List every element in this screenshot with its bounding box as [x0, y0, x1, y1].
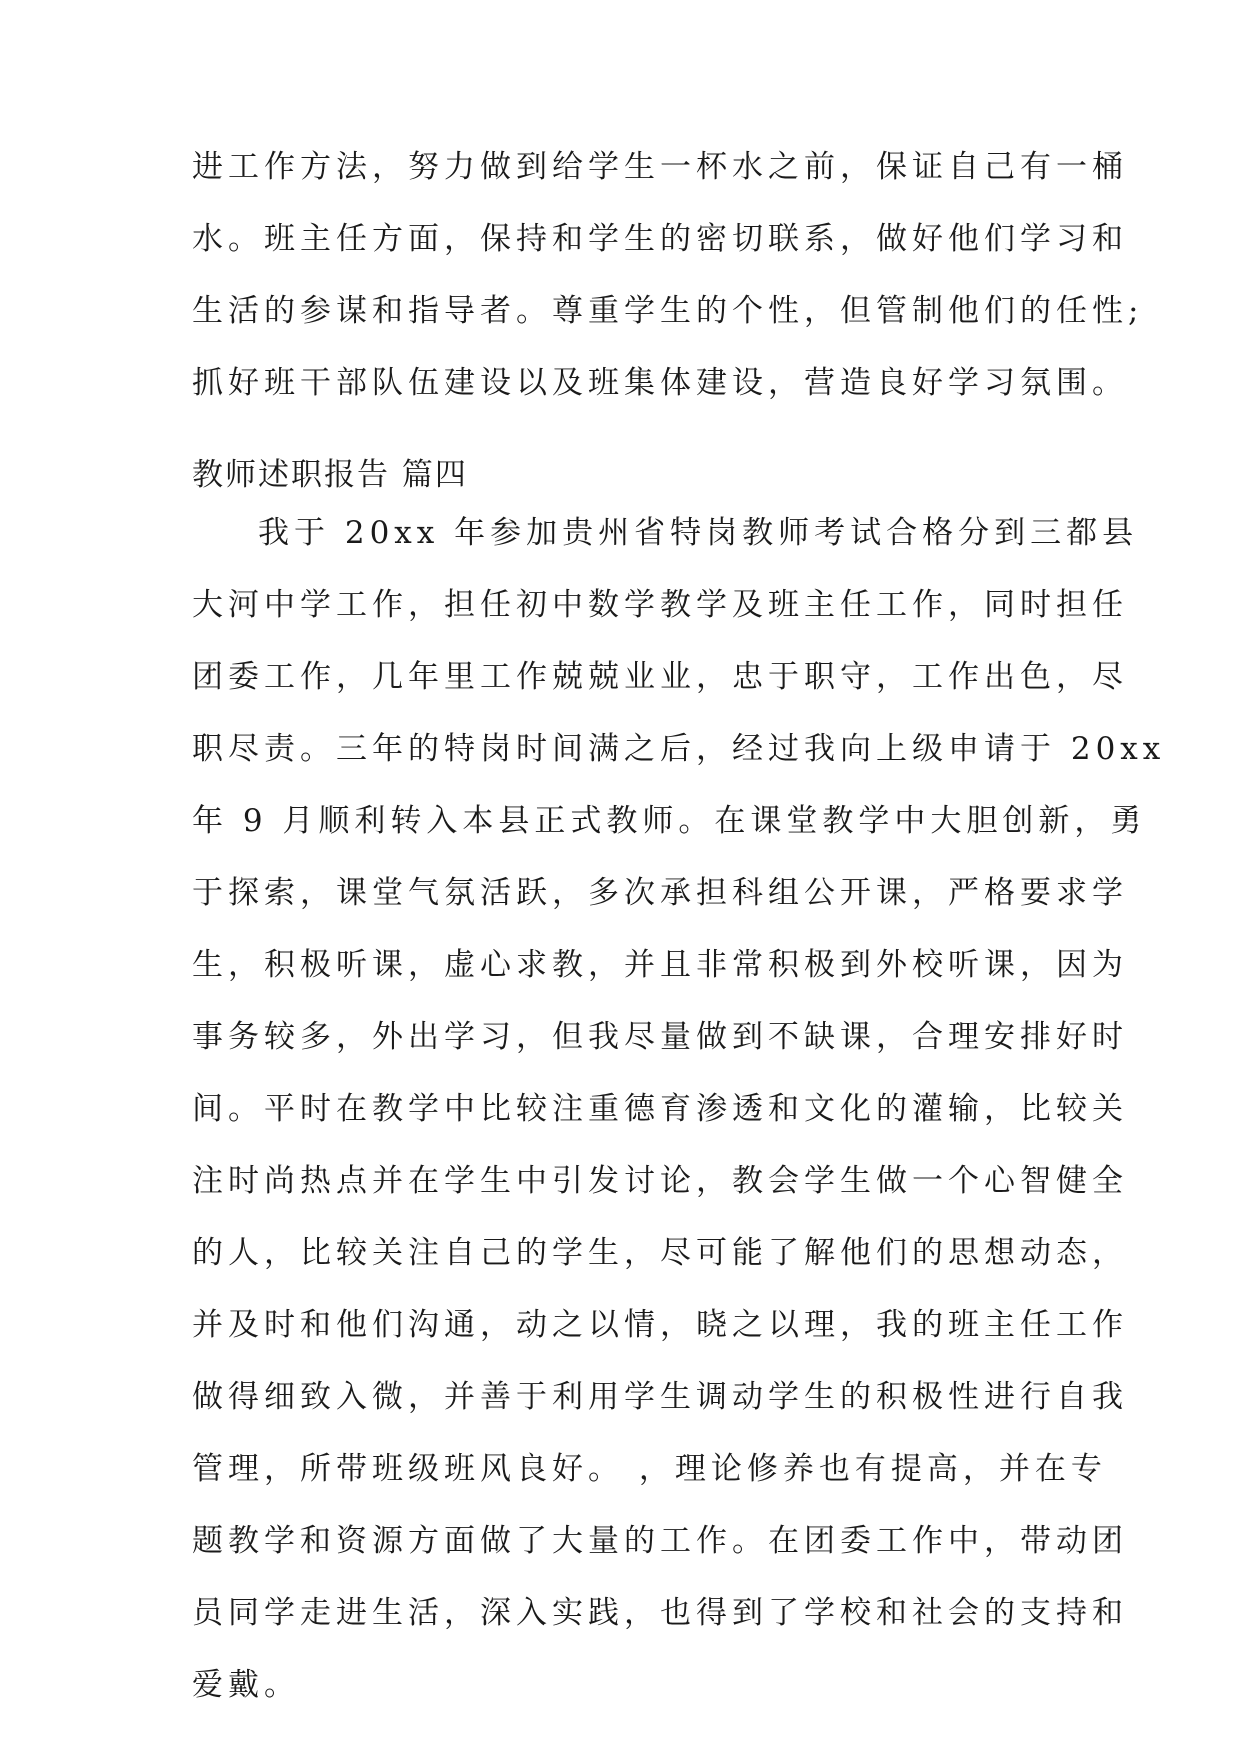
text-line: 并及时和他们沟通，动之以情，晓之以理，我的班主任工作 [192, 1307, 1128, 1343]
text-line: 爱戴。 [192, 1667, 300, 1703]
text-line: 事务较多，外出学习，但我尽量做到不缺课，合理安排好时 [192, 1019, 1128, 1055]
text-line: 生活的参谋和指导者。尊重学生的个性，但管制他们的任性; [192, 293, 1144, 329]
text-line: 员同学走进生活，深入实践，也得到了学校和社会的支持和 [192, 1595, 1128, 1631]
text-line: 水。班主任方面，保持和学生的密切联系，做好他们学习和 [192, 221, 1128, 257]
text-line: 进工作方法，努力做到给学生一杯水之前，保证自己有一桶 [192, 149, 1128, 185]
text-line: 年 9 月顺利转入本县正式教师。在课堂教学中大胆创新，勇 [192, 803, 1147, 839]
section-title: 教师述职报告 篇四 [192, 457, 468, 493]
text-line: 做得细致入微，并善于利用学生调动学生的积极性进行自我 [192, 1379, 1128, 1415]
text-line: 间。平时在教学中比较注重德育渗透和文化的灌输，比较关 [192, 1091, 1128, 1127]
text-line: 生，积极听课，虚心求教，并且非常积极到外校听课，因为 [192, 947, 1128, 983]
text-line: 题教学和资源方面做了大量的工作。在团委工作中，带动团 [192, 1523, 1128, 1559]
text-line: 团委工作，几年里工作兢兢业业，忠于职守，工作出色，尽 [192, 659, 1128, 695]
text-line: 的人，比较关注自己的学生，尽可能了解他们的思想动态， [192, 1235, 1128, 1271]
text-line: 注时尚热点并在学生中引发讨论，教会学生做一个心智健全 [192, 1163, 1128, 1199]
text-line: 大河中学工作，担任初中数学教学及班主任工作，同时担任 [192, 587, 1128, 623]
text-line: 抓好班干部队伍建设以及班集体建设，营造良好学习氛围。 [192, 365, 1128, 401]
text-line: 我于 20xx 年参加贵州省特岗教师考试合格分到三都县 [258, 515, 1139, 551]
text-line: 于探索，课堂气氛活跃，多次承担科组公开课，严格要求学 [192, 875, 1128, 911]
text-line: 职尽责。三年的特岗时间满之后，经过我向上级申请于 20xx [192, 731, 1166, 767]
text-line: 管理，所带班级班风良好。 ，理论修养也有提高，并在专 [192, 1451, 1107, 1487]
